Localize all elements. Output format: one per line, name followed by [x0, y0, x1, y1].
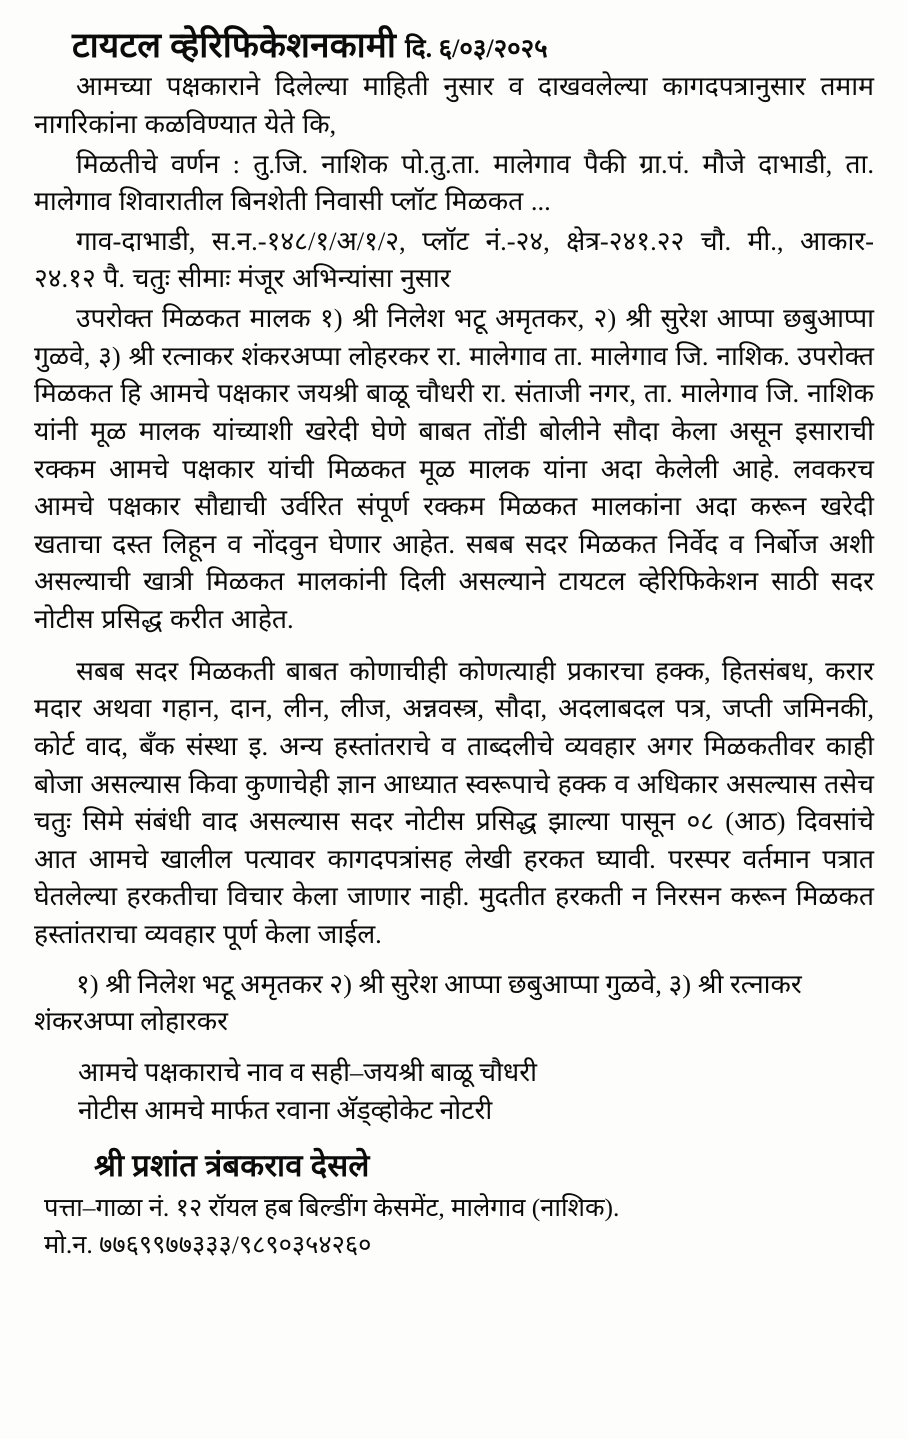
notice-date: दि. ६/०३/२०२५ [405, 34, 548, 63]
signature-block [34, 1053, 874, 1130]
paragraph-survey-details: गाव-दाभाडी, स.न.-१४८/१/अ/१/२, प्लॉट नं.-२४, क्षेत्र-२४१.२२ चौ. मी., आकार- २४.१२ पै. चतुः सीमाः मंजूर अभिन्यांसा नुसार [34, 225, 874, 294]
dispatch-note-line: नोटीस आमचे मार्फत रवाना अ‍ॅड्व्होकेट नोटरी [78, 1095, 493, 1126]
paragraph-intro: आमच्या पक्षकाराने दिलेल्या माहिती नुसार व दाखवलेल्या कागदपत्रानुसार तमाम नागरिकांना कळविण्यात येते कि, [34, 71, 874, 139]
title-text: टायटल व्हेरिफिकेशनकामी [72, 26, 397, 65]
advocate-mobile: मो.न. ७७६९९७७३३३/९८९०३५४२६० [44, 1230, 372, 1260]
owners-list: १) श्री निलेश भटू अमृतकर २) श्री सुरेश आप्पा छबुआप्पा गुळवे, ३) श्री रत्नाकर शंकरअप्पा लोहारकर [34, 968, 802, 1037]
paragraph-objection-notice: सबब सदर मिळकती बाबत कोणाचीही कोणत्याही प्रकारचा हक्क, हितसंबध, करार मदार अथवा गहान, दान, लीन, लीज, अन्नवस्त्र, सौदा, अदलाबदल पत्र, जप्ती जमिनकी, कोर्ट वाद, बँक संस्था इ. अन्य हस्तांतराचे व ताब्दलीचे व्यवहार अगर मिळकतीवर काही बोजा असल्यास किवा कुणाचेही ज्ञान आध्यात स्वरूपाचे हक्क व अधिकार असल्यास तसेच चतुः सिमे संबंधी वाद असल्यास सदर नोटीस प्रसिद्ध झाल्या पासून ०८ (आठ) दिवसांचे आत आमचे खालील पत्यावर कागदपत्रांसह लेखी हरकत घ्यावी. परस्पर वर्तमान पत्रात घेतलेल्या हरकतीचा विचार केला जाणार नाही. मुदतीत हरकती न निरसन करून मिळकत हस्तांतराचा व्यवहार पूर्ण केला जाईल. [34, 655, 874, 949]
page-title [72, 26, 874, 66]
paragraph-property-description: मिळतीचे वर्णन : तु.जि. नाशिक पो.तु.ता. मालेगाव पैकी ग्रा.पं. मौजे दाभाडी, ता. मालेगाव शिवारातील बिनशेती निवासी प्लॉट मिळकत ... [34, 148, 874, 217]
advocate-name: श्री प्रशांत त्रंबकराव देसले [94, 1147, 370, 1183]
client-signature-line: आमचे पक्षकाराचे नाव व सही–जयश्री बाळू चौधरी [78, 1056, 537, 1087]
paragraph-owners-and-transaction: उपरोक्त मिळकत मालक १) श्री निलेश भटू अमृतकर, २) श्री सुरेश आप्पा छबुआप्पा गुळवे, ३) श्री रत्नाकर शंकरअप्पा लोहरकर रा. मालेगाव ता. मालेगाव जि. नाशिक. उपरोक्त मिळकत हि आमचे पक्षकार जयश्री बाळू चौधरी रा. संताजी नगर, ता. मालेगाव जि. नाशिक यांनी मूळ मालक यांच्याशी खरेदी घेणे बाबत तोंडी बोलीने सौदा केला असून इसाराची रक्कम आमचे पक्षकार यांची मिळकत मूळ मालक यांना अदा केलेली आहे. लवकरच आमचे पक्षकार सौद्याची उर्वरित संपूर्ण रक्कम मिळकत मालकांना अदा करून खरेदी खताचा दस्त लिहून व नोंदवुन घेणार आहेत. सबब सदर मिळकत निर्वेद व निर्बोज अशी असल्याची खात्री मिळकत मालकांनी दिली असल्याने टायटल व्हेरिफिकेशन साठी सदर नोटीस प्रसिद्ध करीत आहेत. [34, 303, 874, 634]
advocate-address: पत्ता–गाळा नं. १२ रॉयल हब बिल्डींग केसमेंट, मालेगाव (नाशिक). [44, 1192, 620, 1222]
